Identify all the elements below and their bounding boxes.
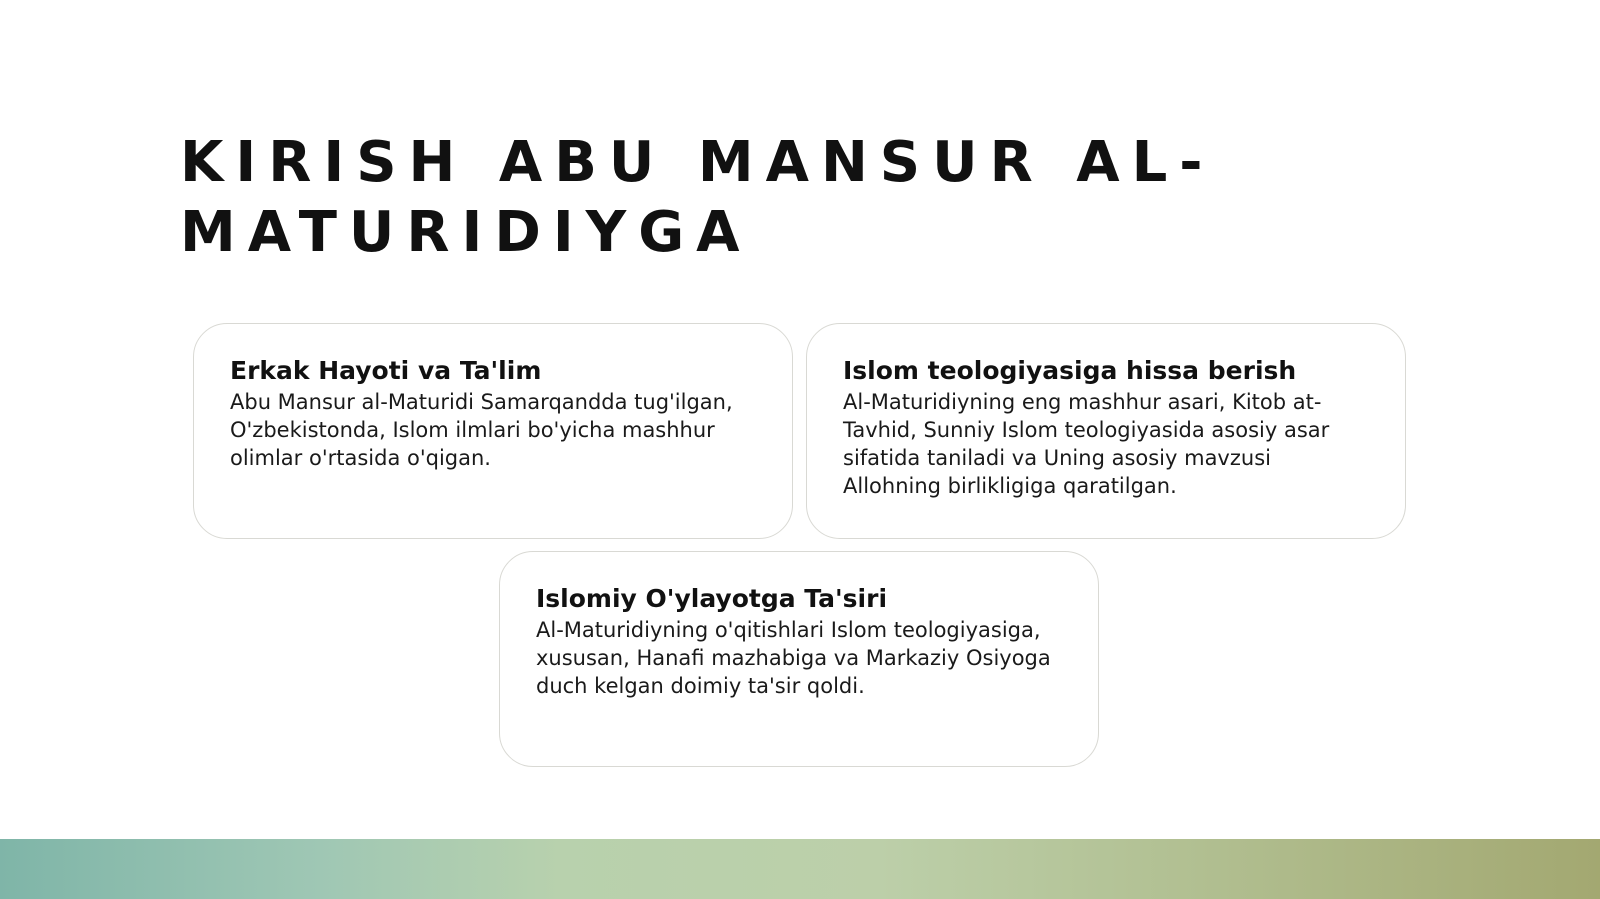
info-card-life-education [193, 323, 793, 539]
info-card-influence [499, 551, 1099, 767]
card-body: Al-Maturidiyning eng mashhur asari, Kitob at-Tavhid, Sunniy Islom teologiyasida asosiy asar sifatida taniladi va Uning asosiy mavzusi Allohning birlikligiga qaratilgan. [843, 390, 1330, 498]
card-heading: Islomiy O'ylayotga Ta'siri [536, 584, 888, 613]
card-body: Abu Mansur al-Maturidi Samarqandda tug'ilgan, O'zbekistonda, Islom ilmlari bo'yicha mashhur olimlar o'rtasida o'qigan. [230, 390, 733, 470]
card-body: Al-Maturidiyning o'qitishlari Islom teologiyasiga, xususan, Hanafi mazhabiga va Markaziy Osiyoga duch kelgan doimiy ta'sir qoldi. [536, 618, 1051, 698]
decorative-gradient-band [0, 839, 1600, 899]
info-card-theology-contribution [806, 323, 1406, 539]
card-heading: Erkak Hayoti va Ta'lim [230, 356, 542, 385]
slide-title: KIRISH ABU MANSUR AL-MATURIDIYGA [180, 130, 1215, 265]
card-heading: Islom teologiyasiga hissa berish [843, 356, 1297, 385]
